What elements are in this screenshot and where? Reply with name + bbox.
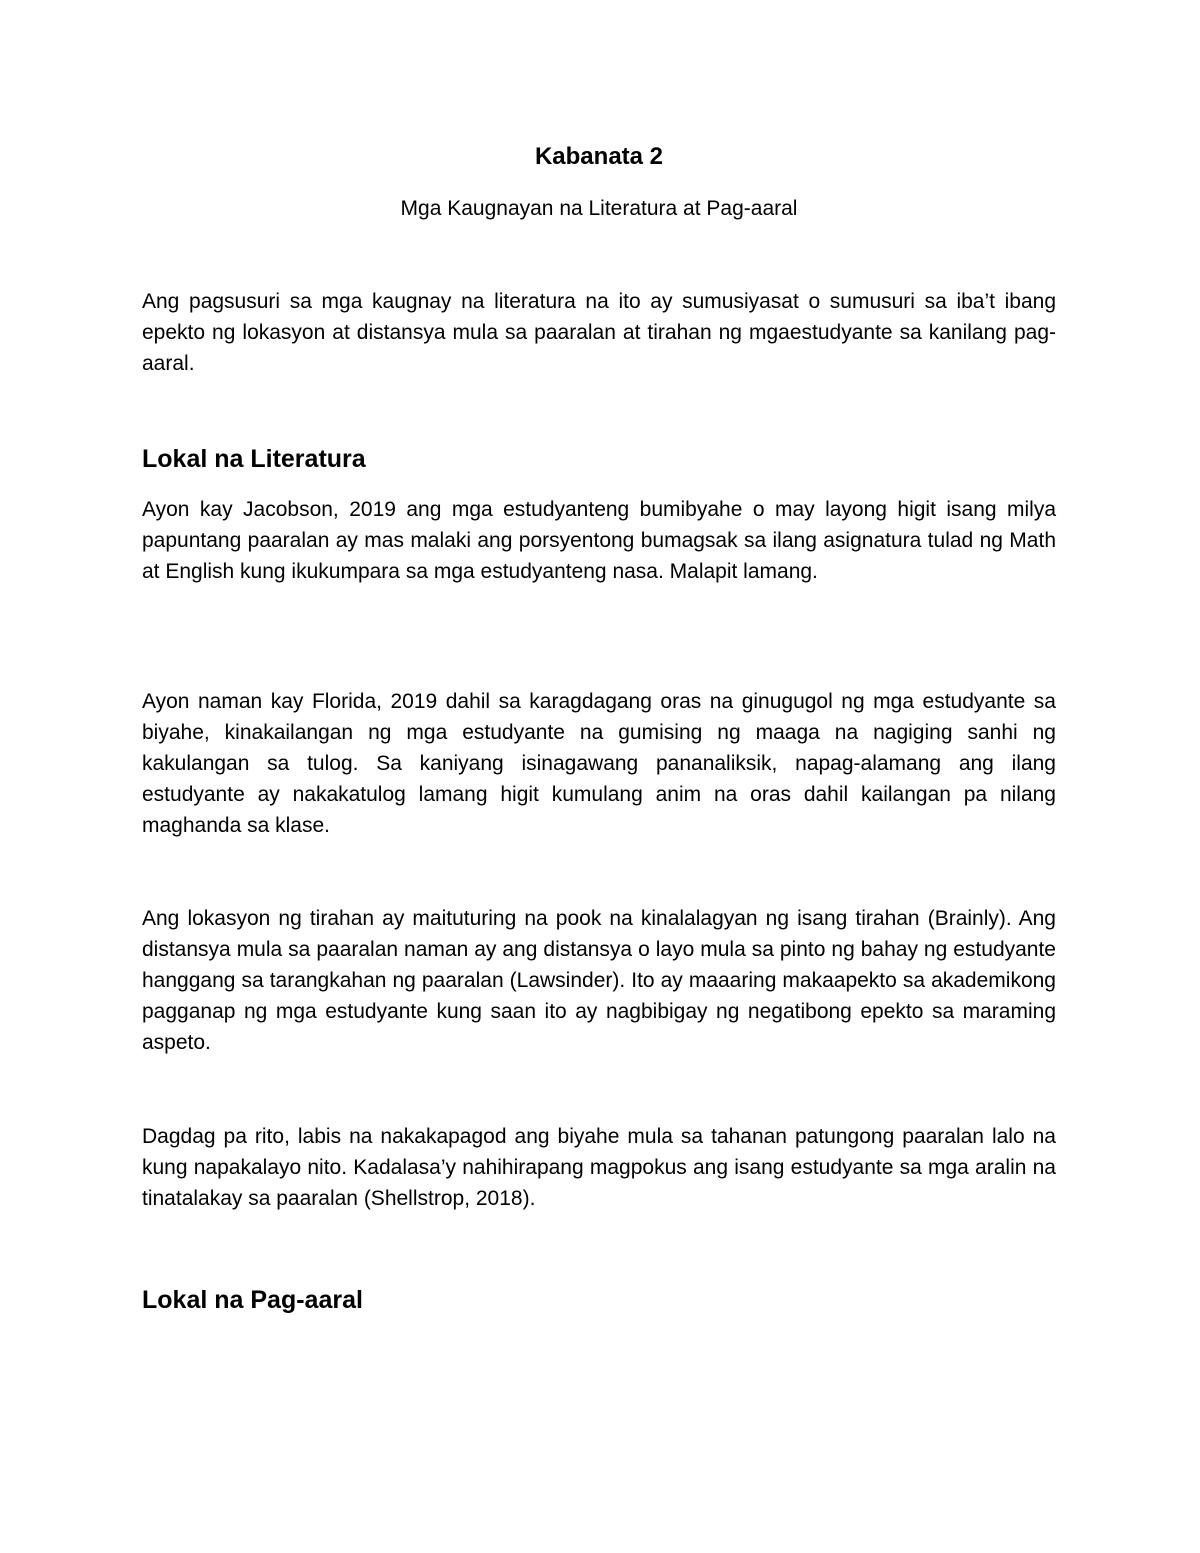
paragraph-florida: Ayon naman kay Florida, 2019 dahil sa karagdagang oras na ginugugol ng mga estudyante sa biyahe, kinakailangan ng mga estudyante na gumising ng maaga na nagiging sanhi ng kakulangan sa tulog. Sa kaniyang isinagawang pananaliksik, napag-alamang ang ilang estudyante ay nakakatulog lamang higit kumulang anim na oras dahil kailangan pa nilang maghanda sa klase. xyxy=(142,690,1056,837)
chapter-title: Kabanata 2 xyxy=(534,143,664,170)
paragraph-jacobson: Ayon kay Jacobson, 2019 ang mga estudyanteng bumibyahe o may layong higit isang milya papuntang paaralan ay mas malaki ang porsyentong bumagsak sa ilang asignatura tulad ng Math at English kung ikukumpara sa mga estudyanteng nasa. Malapit lamang. xyxy=(142,498,1056,583)
intro-paragraph: Ang pagsusuri sa mga kaugnay na literatura na ito ay sumusiyasat o sumusuri sa iba’t ibang epekto ng lokasyon at distansya mula sa paaralan at tirahan ng mgaestudyante sa kanilang pag-aaral. xyxy=(142,290,1056,375)
section-heading-lokal-na-literatura: Lokal na Literatura xyxy=(142,445,366,473)
paragraph-lokasyon: Ang lokasyon ng tirahan ay maituturing na pook na kinalalagyan ng isang tirahan (Brainly). Ang distansya mula sa paaralan naman ay ang distansya o layo mula sa pinto ng bahay ng estudyante hanggang sa tarangkahan ng paaralan (Lawsinder). Ito ay maaaring makaapekto sa akademikong pagganap ng mga estudyante kung saan ito ay nagbibigay ng negatibong epekto sa maraming aspeto. xyxy=(142,907,1056,1054)
paragraph-dagdag: Dagdag pa rito, labis na nakakapagod ang biyahe mula sa tahanan patungong paaralan lalo na kung napakalayo nito. Kadalasa’y nahihirapang magpokus ang isang estudyante sa mga aralin na tinatalakay sa paaralan (Shellstrop, 2018). xyxy=(142,1125,1056,1210)
section-heading-lokal-na-pag-aaral: Lokal na Pag-aaral xyxy=(142,1286,363,1314)
chapter-subtitle: Mga Kaugnayan na Literatura at Pag-aaral xyxy=(400,197,798,220)
